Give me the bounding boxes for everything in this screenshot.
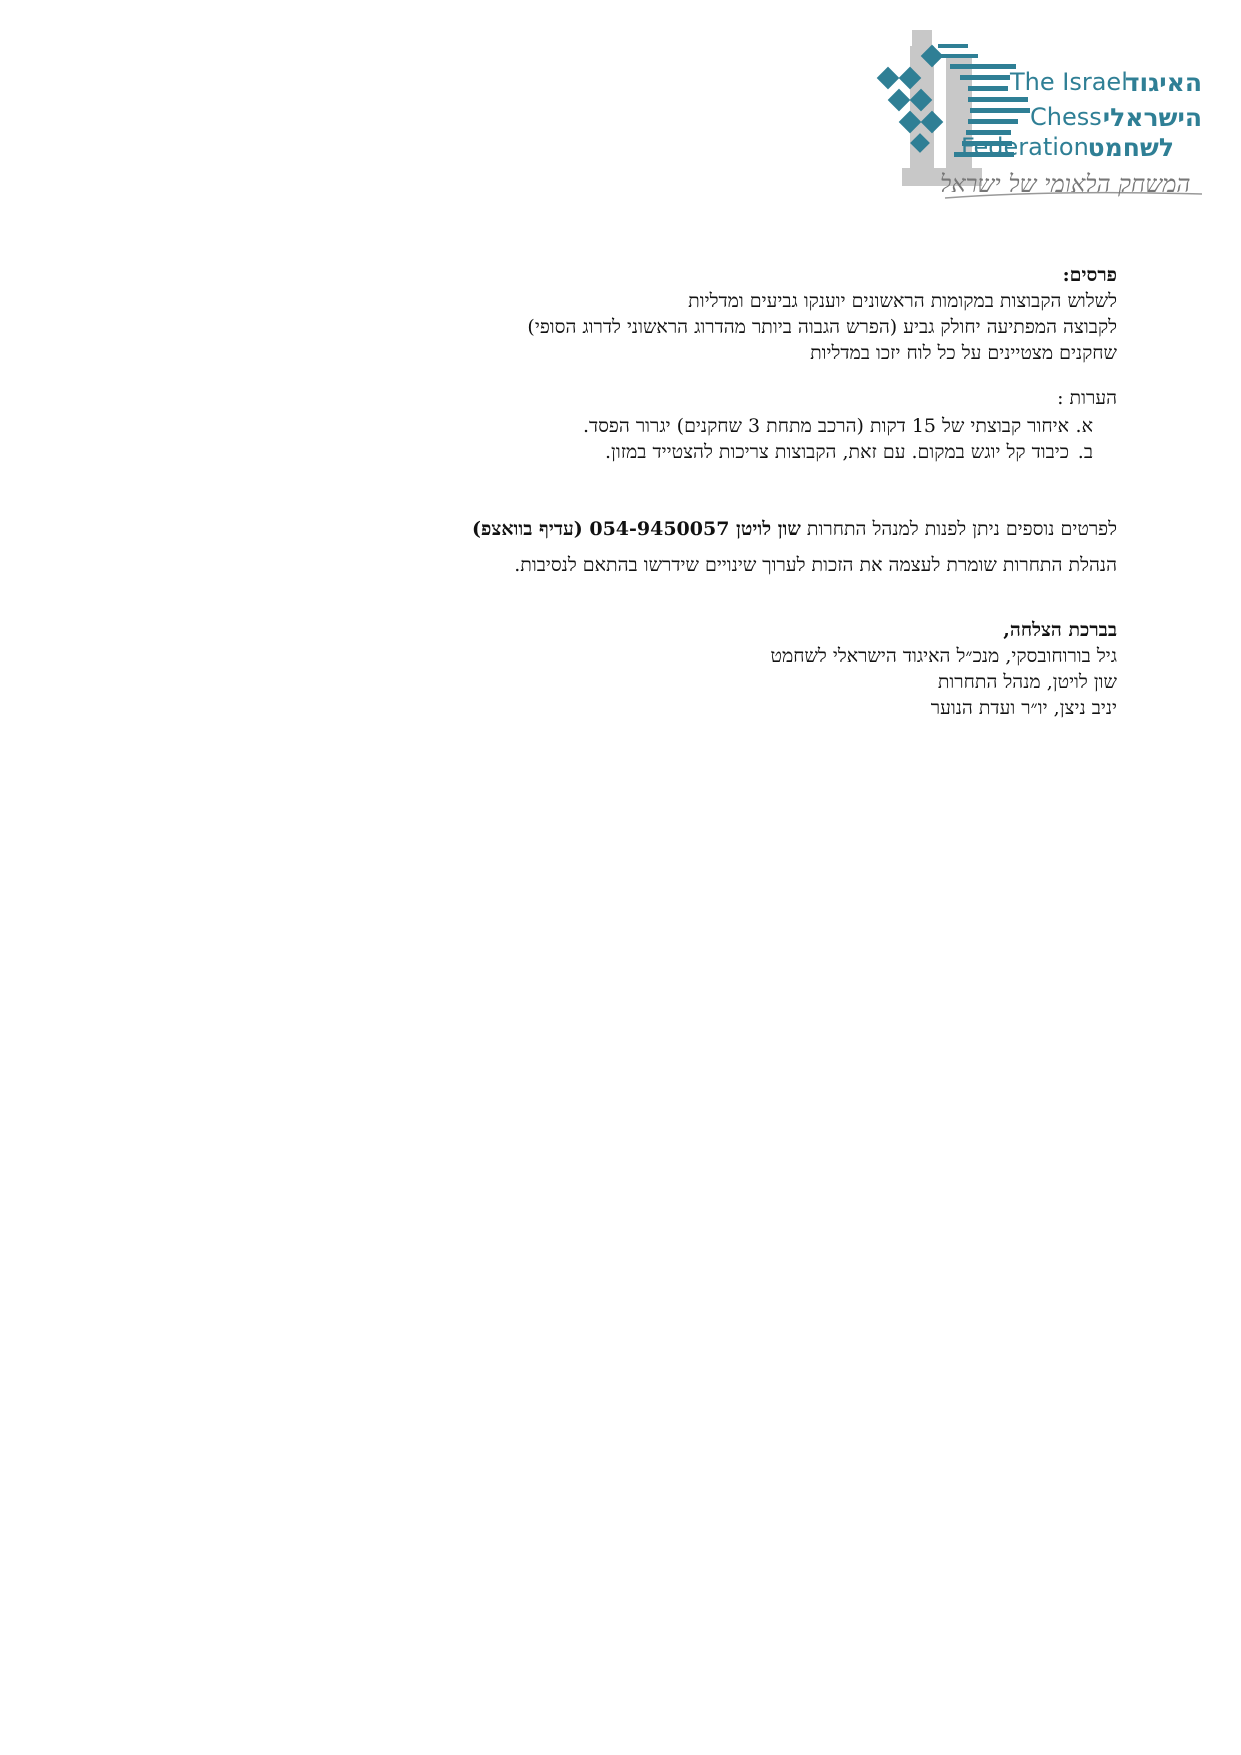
note-text: כיבוד קל יוגש במקום. עם זאת, הקבוצות צריכות להצטייד במזון. (604, 441, 1069, 463)
signature-section (297, 617, 1117, 721)
federation-logo (850, 18, 1210, 208)
list-marker: ב. (1077, 441, 1093, 463)
note-text: איחור קבוצתי של 15 דקות (הרכב מתחת 3 שחקנים) יגרור הפסד. (582, 415, 1069, 437)
logo-text-he-2: הישראלי (1102, 103, 1202, 132)
notes-section (297, 385, 1117, 465)
contact-line (297, 516, 1117, 542)
notes-list (297, 413, 1117, 465)
prizes-line: שחקנים מצטיינים על כל לוח יזכו במדליות (810, 342, 1117, 364)
list-marker: א. (1075, 415, 1093, 437)
logo-text-federation: Federation (961, 133, 1089, 161)
signature-line: גיל בורוחובסקי, מנכ״ל האיגוד הישראלי לשחמט (770, 645, 1117, 667)
list-item (297, 413, 1093, 439)
logo-text-he-3: לשחמט (1087, 133, 1174, 162)
signature-line: שון לויטן, מנהל התחרות (937, 671, 1117, 693)
contact-prefix: לפרטים נוספים ניתן לפנות למנהל התחרות (806, 518, 1117, 540)
prizes-section (297, 262, 1117, 366)
logo-text-he-1: האיגוד (1124, 68, 1202, 97)
signature-line: יניב ניצן, יו״ר ועדת הנוער (930, 697, 1117, 719)
prizes-line: לקבוצה המפתיעה יחולק גביע (הפרש הגבוה ביותר מהדרוג הראשוני לדרוג הסופי) (527, 316, 1117, 338)
logo-text-the-israel: The Israel (1010, 68, 1128, 96)
list-item (297, 439, 1093, 465)
logo-slogan: המשחק הלאומי של ישראל (940, 170, 1191, 198)
contact-section (297, 516, 1117, 578)
prizes-line: לשלוש הקבוצות במקומות הראשונים יוענקו גביעים ומדליות (688, 290, 1117, 312)
prizes-heading: פרסים: (1062, 264, 1117, 286)
rights-line: הנהלת התחרות שומרת לעצמה את הזכות לערוך שינויים שידרשו בהתאם לנסיבות. (514, 554, 1117, 576)
signature-greeting: בברכת הצלחה, (1003, 619, 1117, 641)
notes-heading: הערות : (1057, 387, 1117, 409)
contact-name-phone: שון לויטן 054-9450057 (עדיף בוואצפ) (472, 518, 801, 540)
logo-text-chess: Chess (1030, 103, 1102, 131)
